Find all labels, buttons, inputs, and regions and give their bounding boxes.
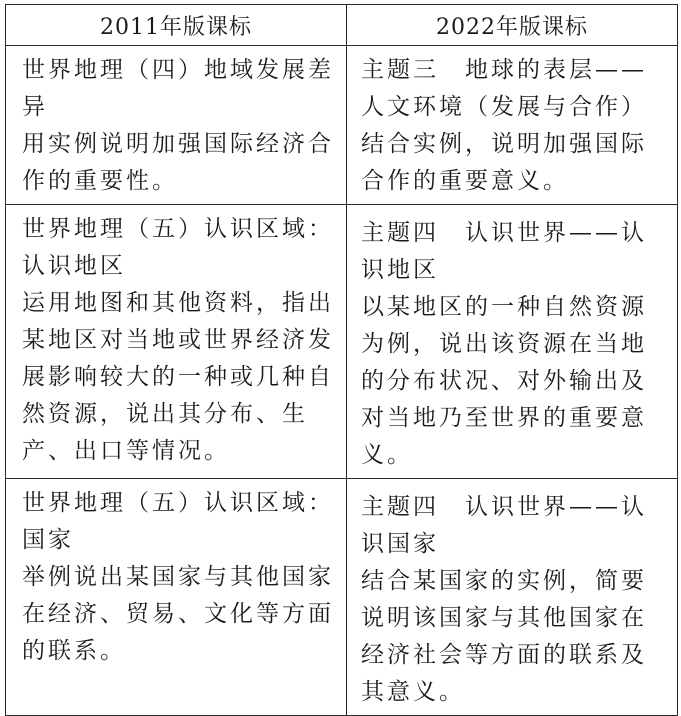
cell-body: 以某地区的一种自然资源为例，说出该资源在当地的分布状况、对外输出及对当地乃至世界的重要意义。 — [361, 294, 647, 468]
header-2022: 2022年版课标 — [347, 5, 678, 46]
cell-body: 结合某国家的实例，简要说明该国家与其他国家在经济社会等方面的联系及其意义。 — [361, 568, 647, 705]
cell-body: 结合实例，说明加强国际合作的重要意义。 — [361, 131, 647, 194]
cell-2011 — [6, 46, 347, 205]
table-row — [6, 46, 678, 205]
cell-body: 运用地图和其他资料，指出某地区对当地或世界经济发展影响较大的一种或几种自然资源，说出其分布、生产、出口等情况。 — [22, 290, 334, 464]
cell-title: 主题四 认识世界——认识国家 — [361, 494, 647, 557]
cell-2022 — [347, 205, 678, 479]
header-2011: 2011年版课标 — [6, 5, 347, 46]
cell-title: 世界地理（五）认识区域：国家 — [22, 490, 334, 553]
cell-title: 主题三 地球的表层——人文环境（发展与合作） — [361, 57, 647, 120]
cell-body: 举例说出某国家与其他国家在经济、贸易、文化等方面的联系。 — [22, 564, 334, 664]
cell-title: 主题四 认识世界——认识地区 — [361, 220, 647, 283]
table-row — [6, 205, 678, 479]
table-row — [6, 479, 678, 716]
curriculum-comparison-table — [5, 4, 678, 716]
cell-title: 世界地理（四）地域发展差异 — [22, 57, 334, 120]
cell-2011 — [6, 479, 347, 716]
cell-2011 — [6, 205, 347, 479]
cell-2022 — [347, 46, 678, 205]
cell-2022 — [347, 479, 678, 716]
cell-title: 世界地理（五）认识区域：认识地区 — [22, 216, 334, 279]
cell-body: 用实例说明加强国际经济合作的重要性。 — [22, 131, 334, 194]
header-row — [6, 5, 678, 46]
